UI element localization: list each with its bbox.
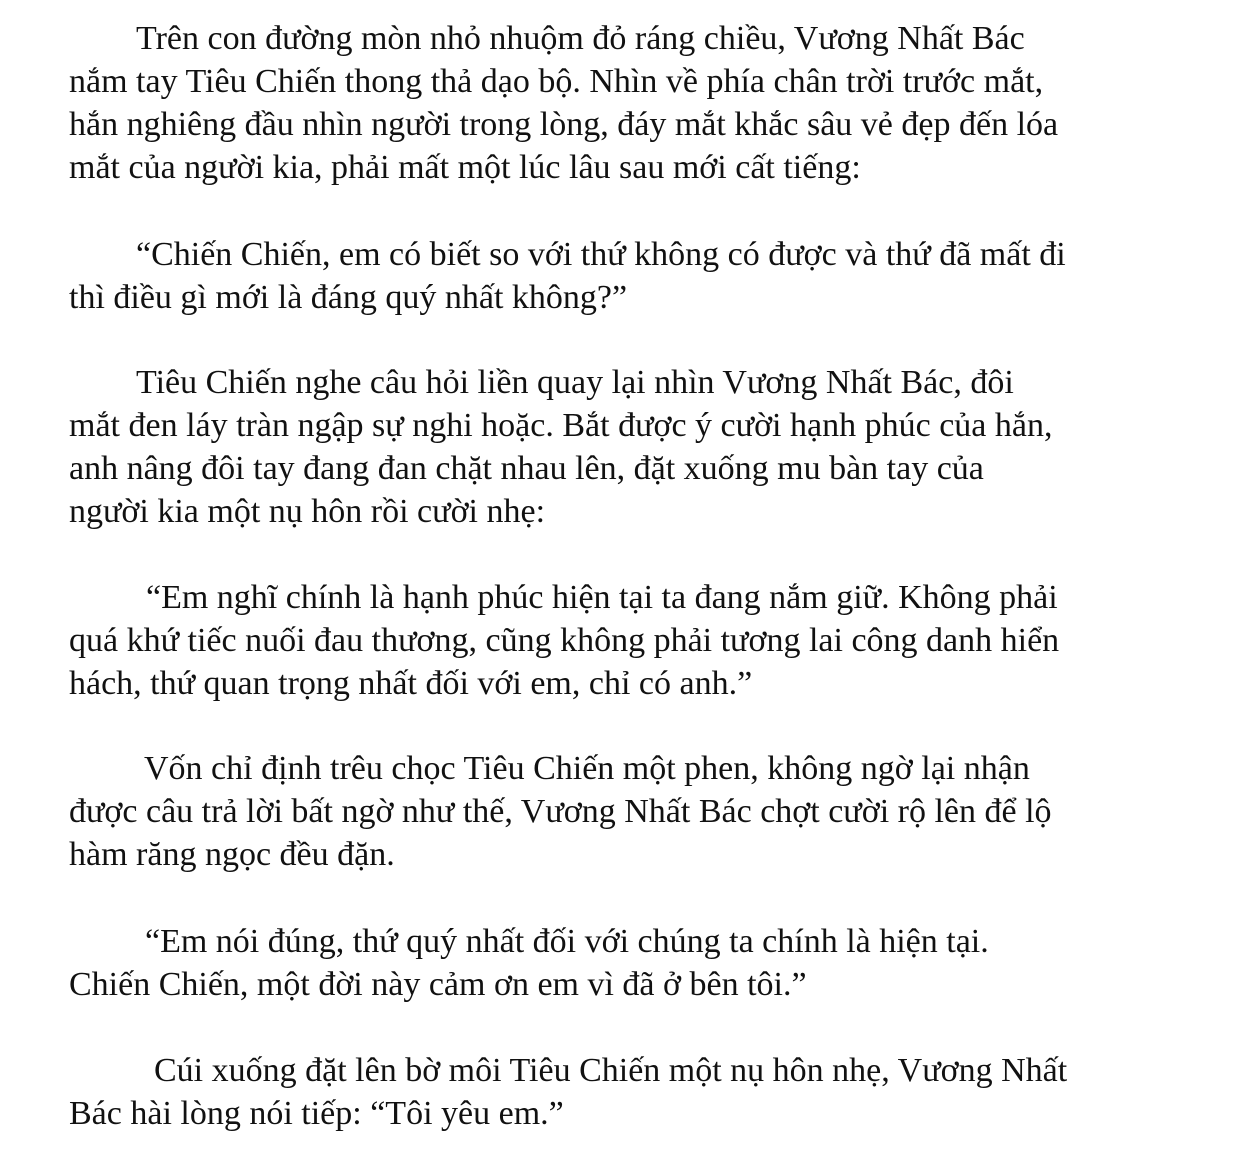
text-line: Cúi xuống đặt lên bờ môi Tiêu Chiến một nụ hôn nhẹ, Vương Nhất — [154, 1052, 1068, 1089]
paragraph-4 — [69, 576, 1179, 705]
paragraph-1 — [69, 17, 1179, 189]
text-line: anh nâng đôi tay đang đan chặt nhau lên, đặt xuống mu bàn tay của — [69, 450, 984, 487]
paragraph-7 — [69, 1049, 1179, 1135]
text-line: Bác hài lòng nói tiếp: “Tôi yêu em.” — [69, 1095, 564, 1132]
text-line: nắm tay Tiêu Chiến thong thả dạo bộ. Nhìn về phía chân trời trước mắt, — [69, 63, 1044, 100]
text-line: thì điều gì mới là đáng quý nhất không?” — [69, 279, 628, 316]
paragraph-6 — [69, 920, 1179, 1006]
text-line: hách, thứ quan trọng nhất đối với em, chỉ có anh.” — [69, 665, 753, 702]
text-line: Trên con đường mòn nhỏ nhuộm đỏ ráng chiều, Vương Nhất Bác — [136, 20, 1025, 57]
text-line: Chiến Chiến, một đời này cảm ơn em vì đã ở bên tôi.” — [69, 966, 807, 1003]
text-line: hắn nghiêng đầu nhìn người trong lòng, đáy mắt khắc sâu vẻ đẹp đến lóa — [69, 106, 1059, 143]
text-line: Tiêu Chiến nghe câu hỏi liền quay lại nhìn Vương Nhất Bác, đôi — [136, 364, 1014, 401]
text-line: người kia một nụ hôn rồi cười nhẹ: — [69, 493, 546, 530]
text-line: mắt đen láy tràn ngập sự nghi hoặc. Bắt được ý cười hạnh phúc của hắn, — [69, 407, 1053, 444]
text-line: quá khứ tiếc nuối đau thương, cũng không phải tương lai công danh hiển — [69, 622, 1060, 659]
text-line: “Chiến Chiến, em có biết so với thứ không có được và thứ đã mất đi — [136, 236, 1066, 273]
paragraph-2 — [69, 233, 1179, 319]
text-line: mắt của người kia, phải mất một lúc lâu sau mới cất tiếng: — [69, 149, 861, 186]
paragraph-5 — [69, 747, 1179, 876]
text-line: Vốn chỉ định trêu chọc Tiêu Chiến một phen, không ngờ lại nhận — [144, 750, 1030, 787]
text-line: “Em nghĩ chính là hạnh phúc hiện tại ta đang nắm giữ. Không phải — [146, 579, 1058, 616]
paragraph-3 — [69, 361, 1179, 533]
text-line: được câu trả lời bất ngờ như thế, Vương Nhất Bác chợt cười rộ lên để lộ — [69, 793, 1052, 830]
text-line: hàm răng ngọc đều đặn. — [69, 836, 395, 873]
text-line: “Em nói đúng, thứ quý nhất đối với chúng ta chính là hiện tại. — [145, 923, 989, 960]
